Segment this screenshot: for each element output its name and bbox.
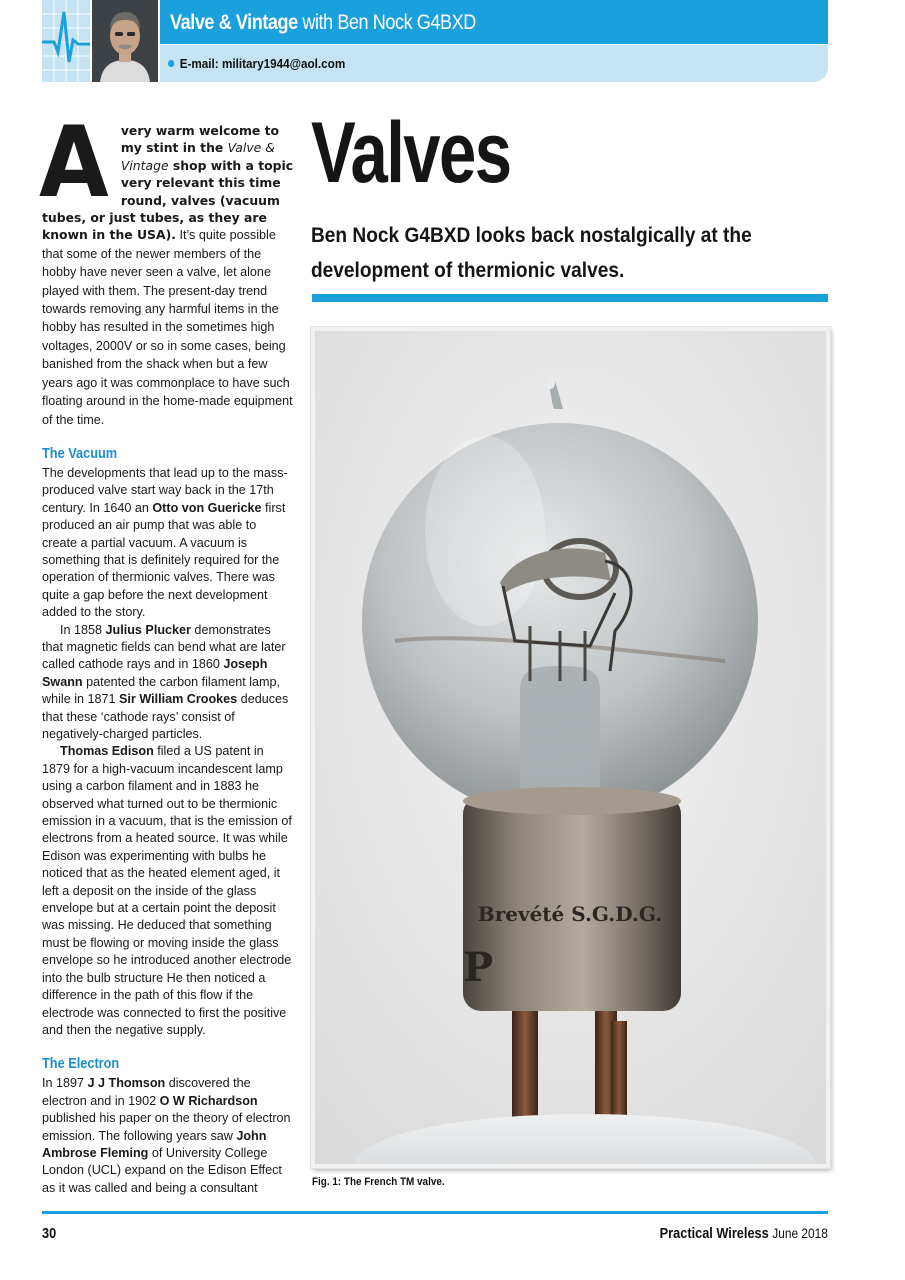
- magazine-footer: Practical Wireless June 2018: [659, 1225, 828, 1242]
- standfirst: Ben Nock G4BXD looks back nostalgically at the development of thermionic valves.: [311, 224, 752, 282]
- article-body: [39, 106, 294, 1197]
- article-title: Valves: [311, 105, 511, 201]
- bullet-icon: [168, 60, 174, 67]
- pin-marking: P: [463, 944, 494, 991]
- dropcap: A: [39, 106, 109, 220]
- valve-illustration: [315, 331, 826, 1164]
- footer-rule: [42, 1211, 828, 1214]
- paragraph: Thomas Edison filed a US patent in 1879 for a high-vacuum incandescent lamp using a carbon filament and in 1883 he observed what turned out to be thermionic emission in a vacuum, that is the emission of electrons from a heated source. It was while Edison was experimenting with bulbs he noticed that as the heated element aged, it left a deposit on the inside of the glass envelope but at a certain point the deposit was missing. He deduced that something must be flowing or moving inside the glass envelope so he introduced another electrode into the bulb structure He then noticed a difference in the path of this flow if the electrode was connected to first the positive and then the negative supply.: [42, 744, 292, 1037]
- author-email[interactable]: E-mail: military1944@aol.com: [168, 56, 345, 71]
- base-marking: Brevété S.G.D.G.: [477, 902, 663, 926]
- figure-photo: [311, 327, 830, 1168]
- section-logo: [42, 0, 90, 82]
- paragraph: In 1897 J J Thomson discovered the electron and in 1902 O W Richardson published his paper on the theory of electron emission. The following years saw John Ambrose Fleming of University College London (UCL) expand on the Edison Effect as it was called and being a consultant: [42, 1076, 291, 1195]
- page-number: 30: [42, 1225, 57, 1242]
- figure-caption: Fig. 1: The French TM valve.: [312, 1176, 445, 1188]
- waveform-icon: [42, 0, 90, 82]
- intro-paragraph: Avery warm welcome to my stint in the Valve & Vintage shop with a topic very relevant this time round, valves (vacuum tubes, or just tubes, as they are known in the USA). It’s quite possible that some of the newer members of the hobby have never seen a valve, let alone played with them. The present-day trend towards removing any harmful items in the hobby has resulted in the sometimes high voltages, 2000V or so in some cases, being banished from the shack when but a few years ago it was commonplace to have such floating around in the home-made equipment of the time.: [39, 106, 294, 427]
- author-photo: [92, 0, 158, 82]
- title-rule: [312, 294, 828, 302]
- paragraph: In 1858 Julius Plucker demonstrates that magnetic fields can bend what are later called cathode rays and in 1860 Joseph Swann patented the carbon filament lamp, while in 1871 Sir William Crookes deduces that these ‘cathode rays’ consist of negatively-charged particles.: [42, 622, 289, 741]
- subheading-electron: The Electron: [42, 1055, 120, 1073]
- series-title: Valve & Vintage with Ben Nock G4BXD: [170, 11, 476, 34]
- paragraph: The developments that lead up to the mass-produced valve start way back in the 17th century. In 1640 an Otto von Guericke first produced an air pump that was able to create a partial vacuum. A vacuum is something that is definitely required for the operation of thermionic valves. There was quite a gap before the next development added to the story.: [42, 465, 288, 620]
- subheading-vacuum: The Vacuum: [42, 444, 118, 462]
